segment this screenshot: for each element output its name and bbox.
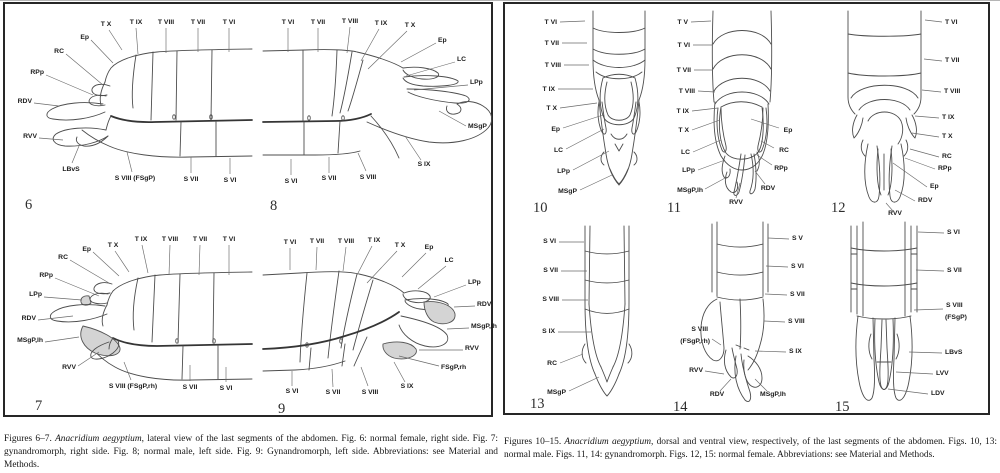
leader-line [72, 146, 79, 163]
leader-line [905, 158, 935, 169]
leader-line [560, 354, 583, 363]
anatomy-label: RDV [918, 197, 933, 204]
species-name: Anacridium aegyptium [55, 434, 142, 445]
anatomy-label: T VII [190, 19, 206, 26]
figure-13-annotations [530, 238, 599, 412]
leader-line [199, 245, 200, 275]
anatomy-label: T VIII [678, 88, 695, 95]
leader-line [692, 120, 720, 130]
anatomy-label: RDV [21, 315, 36, 322]
leader-line [142, 245, 148, 273]
anatomy-label: S VIII [788, 318, 805, 325]
anatomy-label: T IX [134, 236, 148, 243]
anatomy-label: RC [779, 147, 789, 154]
anatomy-label: T VIII [337, 238, 355, 245]
anatomy-label: T X [942, 133, 953, 140]
leader-line [399, 356, 439, 366]
anatomy-label: S VII [947, 267, 962, 274]
figure-12-annotations [831, 19, 960, 217]
anatomy-label: T VI [544, 19, 557, 26]
anatomy-label: T IX [542, 86, 555, 93]
anatomy-label: LPp [29, 291, 42, 298]
anatomy-label: MSgP [468, 123, 487, 130]
anatomy-label: RPp [30, 69, 44, 76]
anatomy-label: T IX [942, 114, 955, 121]
leader-line [915, 116, 939, 118]
leader-line [394, 362, 405, 382]
leader-line [566, 129, 604, 149]
leader-line [922, 90, 941, 92]
leader-line [169, 245, 170, 275]
leader-line [705, 177, 727, 189]
anatomy-label: Ep [551, 126, 560, 133]
anatomy-label: Ep [783, 127, 793, 134]
anatomy-label: S VIII [359, 174, 377, 181]
anatomy-label: LC [444, 257, 454, 264]
leader-line [755, 351, 786, 352]
anatomy-label: S VI [543, 238, 556, 245]
leader-line [93, 252, 119, 276]
leader-line [434, 285, 466, 297]
figure-6-drawing [47, 49, 252, 157]
leader-line [705, 371, 724, 374]
leader-line [914, 309, 943, 310]
anatomy-label: Ep [424, 244, 434, 251]
anatomy-label: T IX [367, 237, 381, 244]
leader-line [439, 111, 466, 126]
anatomy-label: T X [678, 127, 689, 134]
species-name: Anacridium aegyptium [564, 437, 651, 448]
anatomy-label: T VIII [161, 236, 179, 243]
leader-line [910, 149, 939, 157]
figure-6-annotations [18, 19, 237, 213]
anatomy-label: S VI [791, 263, 804, 270]
anatomy-label: T VI [945, 19, 958, 26]
anatomy-label: LPp [557, 168, 570, 175]
leader-line [447, 328, 469, 329]
leader-line [766, 266, 788, 267]
anatomy-label: S IX [400, 383, 414, 390]
leader-line [560, 103, 597, 108]
anatomy-label: S VI [219, 385, 233, 392]
anatomy-label: RC [547, 360, 557, 367]
leader-line [367, 251, 397, 283]
leader-line [66, 54, 103, 85]
leader-line [918, 232, 944, 233]
anatomy-label: S IX [789, 348, 802, 355]
leader-line [573, 151, 609, 170]
anatomy-label: FSgP,rh [441, 364, 467, 371]
anatomy-label: RPp [39, 272, 53, 279]
anatomy-label: S VI [223, 177, 237, 184]
figure-10-drawing [593, 11, 645, 185]
figure-13-drawing [582, 226, 632, 396]
anatomy-label: T X [107, 242, 119, 249]
anatomy-label: LVV [936, 370, 949, 377]
anatomy-label: Ep [930, 183, 939, 190]
leader-line [109, 30, 122, 50]
anatomy-label: T X [100, 21, 112, 28]
leader-line [45, 337, 79, 342]
anatomy-label: S VIII (FSgP,rh) [108, 383, 158, 390]
anatomy-label: LC [680, 149, 690, 156]
anatomy-label: LPp [682, 167, 695, 174]
leader-line [569, 377, 599, 391]
anatomy-label: S VI [947, 229, 960, 236]
anatomy-label: T X [404, 22, 416, 29]
caption-figures-10-15 [504, 436, 997, 462]
anatomy-label: T VI [283, 239, 297, 246]
anatomy-label: T VII [309, 238, 325, 245]
panel-figures-10-15 [503, 2, 990, 415]
anatomy-label: T VIII [341, 18, 359, 25]
anatomy-label: T VI [677, 42, 690, 49]
anatomy-label: Ep [82, 246, 91, 253]
anatomy-label: RDV [477, 301, 492, 308]
leader-line [361, 29, 379, 61]
figure-number: 15 [835, 399, 850, 415]
leader-line [909, 352, 942, 353]
figure-number: 13 [530, 396, 545, 412]
anatomy-label: RVV [465, 345, 479, 352]
anatomy-label: RVV [729, 199, 743, 206]
leader-line [925, 20, 942, 22]
figure-11-annotations [667, 19, 792, 216]
figure-9-annotations [278, 237, 497, 417]
leader-line [358, 153, 366, 171]
anatomy-label: Ep [438, 37, 447, 44]
anatomy-label: S VIII (FSgP) [114, 175, 156, 182]
figure-14-annotations [673, 235, 805, 415]
anatomy-label: T VI [281, 19, 295, 26]
anatomy-label: RVV [62, 364, 76, 371]
figure-12-drawing [848, 11, 921, 202]
scan-artifact-line [0, 0, 1000, 1]
caption-figures-6-9 [4, 433, 498, 472]
anatomy-label: S VI [284, 178, 298, 185]
anatomy-label: (FSgP,rh) [680, 338, 710, 345]
leader-line [44, 297, 82, 300]
leader-line [755, 379, 767, 391]
leader-line [402, 253, 426, 277]
leader-line [127, 152, 132, 172]
leader-line [55, 278, 99, 296]
figures-6-9-plate [5, 4, 497, 417]
anatomy-label: RVV [23, 133, 37, 140]
leader-line [368, 31, 407, 69]
anatomy-label: T VIII [944, 88, 961, 95]
leader-line [751, 119, 779, 128]
anatomy-label: LC [553, 147, 563, 154]
figure-number: 11 [667, 200, 681, 216]
anatomy-label: T VIII [157, 19, 175, 26]
anatomy-label: MSgP [558, 188, 577, 195]
leader-line [765, 294, 787, 295]
anatomy-label: T X [394, 242, 406, 249]
leader-line [580, 175, 612, 190]
leader-line [46, 75, 93, 95]
anatomy-label: RC [942, 153, 952, 160]
anatomy-label: T VII [945, 57, 960, 64]
caption-body: , dorsal and ventral view, respectively, of the last segments of the abdomen. Figs. 10, 13: normal male. Figs. 11, 14: gynandromorph. Figs. 12, 15: normal female. Abbreviations: see Material and Methods. [504, 437, 997, 461]
figure-number: 6 [25, 197, 33, 213]
anatomy-label: T IX [129, 19, 143, 26]
figure-number: 8 [270, 198, 278, 214]
leader-line [343, 247, 346, 271]
leader-line [39, 138, 63, 140]
caption-prefix: Figures 10–15. [504, 437, 565, 448]
leader-line [124, 362, 131, 380]
figure-9-drawing [263, 271, 455, 371]
leader-line [698, 91, 715, 92]
leader-line [316, 247, 317, 270]
leader-line [768, 238, 789, 239]
anatomy-label: T VIII [544, 62, 561, 69]
leader-line [720, 379, 731, 391]
caption-prefix: Figures 6–7. [4, 434, 56, 445]
leader-line [401, 43, 436, 62]
figure-number: 7 [35, 398, 43, 414]
anatomy-label: T VI [222, 236, 236, 243]
anatomy-label: T X [546, 105, 557, 112]
anatomy-label: S VIII [361, 389, 379, 396]
anatomy-label: S IX [542, 328, 555, 335]
anatomy-label: S V [792, 235, 803, 242]
leader-line [91, 40, 113, 63]
figure-14-drawing [701, 222, 768, 402]
leader-line [924, 59, 942, 61]
figure-15-annotations [835, 229, 967, 415]
leader-line [361, 367, 368, 386]
anatomy-label: T VII [310, 19, 326, 26]
figures-10-15-plate [505, 4, 988, 413]
leader-line [896, 372, 933, 374]
leader-line [406, 62, 455, 76]
anatomy-label: S IX [417, 161, 431, 168]
leader-line [115, 251, 129, 272]
figure-10-annotations [533, 19, 612, 216]
figure-8-drawing [263, 50, 492, 158]
anatomy-label: LBvS [945, 349, 963, 356]
panel-figures-6-9 [3, 2, 497, 417]
anatomy-label: RDV [760, 185, 776, 192]
leader-line [563, 115, 603, 128]
anatomy-label: RVV [888, 210, 902, 217]
anatomy-label: T V [677, 19, 688, 26]
anatomy-label: LC [457, 56, 467, 63]
anatomy-label: RVV [689, 367, 703, 374]
figure-15-drawing [851, 222, 917, 400]
leader-line [332, 369, 333, 387]
anatomy-label: MSgP [547, 389, 566, 396]
anatomy-label: S VIII [946, 302, 963, 309]
anatomy-label: S VII [325, 389, 341, 396]
anatomy-label: T IX [676, 108, 689, 115]
leader-line [893, 163, 927, 187]
anatomy-label: S VII [183, 176, 199, 183]
leader-line [698, 160, 725, 170]
leader-line [357, 246, 372, 275]
leader-line [347, 27, 350, 53]
leader-line [560, 21, 585, 22]
anatomy-label: LBvS [62, 166, 80, 173]
anatomy-label: LDV [931, 390, 945, 397]
figure-11-drawing [712, 11, 771, 195]
anatomy-label: Ep [80, 34, 89, 41]
figure-number: 12 [831, 200, 846, 216]
leader-line [691, 21, 711, 22]
anatomy-label: S VII [790, 291, 805, 298]
anatomy-label: MSgP,lh [471, 323, 497, 330]
anatomy-label: MSgP,lh [677, 187, 703, 194]
anatomy-label: T IX [374, 20, 388, 27]
leader-line [38, 316, 73, 320]
anatomy-label: S VIII [691, 326, 708, 333]
anatomy-label: (FSgP) [945, 314, 967, 321]
caption-body: , lateral view of the last segments of the abdomen. Fig. 6: normal female, right side. Fig. 7: gynandromorph, right side. Fig. 8; normal male, left side. Fig. 9: Gynandromorph, left side. Abbreviations: see Material and Methods. [4, 434, 499, 471]
anatomy-label: T VII [544, 40, 559, 47]
anatomy-label: MSgP,lh [17, 337, 43, 344]
figure-number: 14 [673, 399, 688, 415]
leader-line [418, 266, 446, 289]
anatomy-label: S VI [285, 388, 299, 395]
anatomy-label: RC [58, 254, 68, 261]
leader-line [34, 103, 59, 106]
anatomy-label: RDV [17, 98, 32, 105]
leader-line [454, 306, 475, 307]
leader-line [895, 190, 915, 201]
anatomy-label: RC [54, 48, 64, 55]
anatomy-label: MSgP,lh [760, 391, 786, 398]
anatomy-label: S VII [543, 267, 558, 274]
anatomy-label: RPp [938, 165, 952, 172]
anatomy-label: LPp [470, 79, 483, 86]
anatomy-label: T VII [192, 236, 208, 243]
figure-number: 10 [533, 200, 548, 216]
anatomy-label: LPp [468, 279, 481, 286]
anatomy-label: RPp [774, 165, 788, 172]
anatomy-label: T VI [222, 19, 236, 26]
anatomy-label: S VII [321, 175, 337, 182]
leader-line [70, 260, 109, 283]
anatomy-label: S VIII [542, 296, 559, 303]
leader-line [916, 270, 944, 271]
figure-7-annotations [17, 236, 235, 414]
figure-number: 9 [278, 401, 286, 417]
anatomy-label: S VII [182, 384, 198, 391]
anatomy-label: RDV [709, 391, 725, 398]
anatomy-label: T VII [676, 67, 691, 74]
leader-line [712, 339, 721, 345]
leader-line [764, 321, 785, 322]
leader-line [136, 28, 138, 54]
